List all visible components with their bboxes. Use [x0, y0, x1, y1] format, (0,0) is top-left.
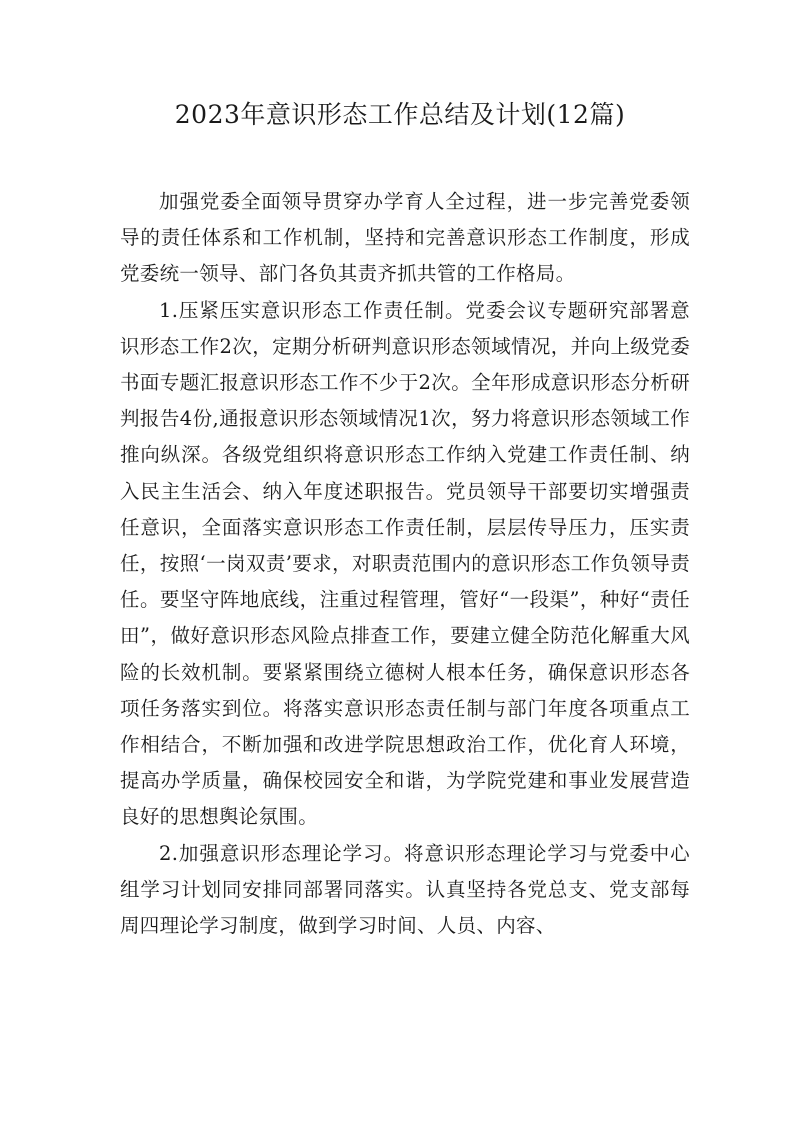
- document-body: [120, 184, 690, 944]
- paragraph-intro: 加强党委全面领导贯穿办学育人全过程，进一步完善党委领导的责任体系和工作机制，坚持和完善意识形态工作制度，形成党委统一领导、部门各负其责齐抓共管的工作格局。: [120, 190, 690, 286]
- paragraph-section-1: 1.压紧压实意识形态工作责任制。党委会议专题研究部署意识形态工作2次，定期分析研判意识形态领域情况，并向上级党委书面专题汇报意识形态工作不少于2次。全年形成意识形态分析研判报告4份,通报意识形态领域情况1次，努力将意识形态领域工作推向纵深。各级党组织将意识形态工作纳入党建工作责任制、纳入民主生活会、纳入年度述职报告。党员领导干部要切实增强责任意识，全面落实意识形态工作责任制，层层传导压力，压实责任，按照‘一岗双责’要求，对职责范围内的意识形态工作负领导责任。要坚守阵地底线，注重过程管理，管好“一段渠”，种好“责任田”，做好意识形态风险点排查工作，要建立健全防范化解重大风险的长效机制。要紧紧围绕立德树人根本任务，确保意识形态各项任务落实到位。将落实意识形态责任制与部门年度各项重点工作相结合，不断加强和改进学院思想政治工作，优化育人环境，提高办学质量，确保校园安全和谐，为学院党建和事业发展营造良好的思想舆论氛围。: [120, 298, 690, 829]
- paragraph-section-2: 2.加强意识形态理论学习。将意识形态理论学习与党委中心组学习计划同安排同部署同落实。认真坚持各党总支、党支部每周四理论学习制度，做到学习时间、人员、内容、: [120, 841, 690, 938]
- document-title: 2023年意识形态工作总结及计划(12篇): [174, 100, 626, 129]
